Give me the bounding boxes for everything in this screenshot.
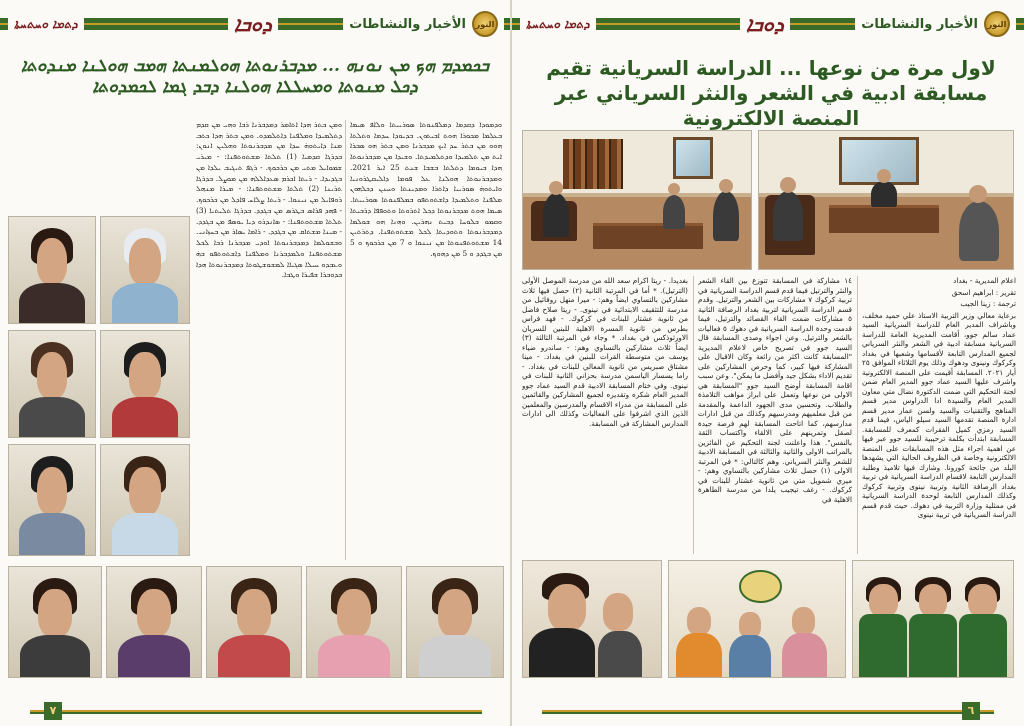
- student-portrait: [100, 444, 190, 556]
- student-portrait: [8, 330, 96, 438]
- portrait-face: [869, 584, 898, 616]
- header-brand: [228, 10, 278, 38]
- portrait-face: [919, 584, 948, 616]
- section-title: الأخبار والنشاطات: [861, 16, 978, 32]
- person: [959, 201, 999, 261]
- office-desk-photo: [758, 130, 1014, 270]
- person: [713, 191, 739, 241]
- office-meeting-photo: [522, 130, 752, 270]
- byline-translator: ترجمة : زينا الجيب: [960, 299, 1016, 308]
- header-syriac-title: [8, 10, 84, 38]
- desk: [829, 205, 939, 233]
- portrait-face: [687, 607, 712, 635]
- footer-rule: [542, 710, 994, 714]
- arabic-text-column-1: [862, 276, 1016, 554]
- student-portrait: [8, 566, 102, 678]
- arabic-text-column-3: بغديدا. - ريتا اكرام سعد الله من مدرسة الموصل الأولى (الترتيل). * أما في المرتبة الثانية (٢) حصل فيها ثلاث مشاركين بالتساوي ايضاً وهم: - ميرا منهل روفائيل من مدرسة للتثقيف الابتدائية في نينوى. - ريتا صلاح فاضل من ثانوية عشتار للبنات في كركوك. - فهد فراس بطرس من ثانوية المسرة الاهلية للبنين للسريان الاورثوذكس في بغداد. * وجاء في المرتبة الثالثة (٣) ايضاً ثلاث مشاركين بالتساوي وهم: - ساندرو ضياء يوسف من متوسطة القرات للبنين في بغداد. - مينا مشتاق صبريس من ثانوية المعالي للبنات في بغداد. - راما يسسار الياسمن مدرسة بحزاني الثانية للبنات في نينوى. وفي ختام المسابقة الادبية قدم السيد عماد جوو المدير العام شكره وتقديره لجميع المشاركين والقائمين على المسابقة من مدراء الاقسام والمدرسين والمعلمين الذين الذي اشرفوا على الفعاليات وكذلك الى ادارات المدارس المشاركة في المسابقة.: [522, 276, 688, 428]
- bookshelf: [563, 139, 623, 189]
- school-emblem-icon: [739, 570, 781, 602]
- person-head: [969, 185, 987, 203]
- portrait-face: [38, 589, 71, 637]
- portrait-face: [37, 352, 68, 399]
- portrait-body: [20, 635, 90, 678]
- portrait-face: [237, 589, 271, 637]
- article-paragraph: برعاية معالي وزير التربية الاستاذ علي حميد مخلف، وباشراف المدير العام للدراسة السريانية السيد عماد سالم جوو، أقامت المديرية العامة للدراسة السريانية مسابقة ادبية في الشعر والنثر السرياني لجميع المدارس التابعة لأقسامها وشعبها في بغداد وكركوك ونينوى ودهوك وذلك يوم الثلاثاء الموافق ٢٥ أيار ٢٠٢١. المسابقة أقيمت على المنصة الالكترونية واشرف عليها السيد عماد جوو المدير العام ضمن لجنة التحكيم التي ضمت الدكتورة نضال متي معاون المدير العام والسيدة ادا الدراوس مدير قسم المناهج والتقنيات والسيد ولسن عمار مدير قسم ادارة المنصة تقدمها السيد سيلو الياس، فيما قدم السيد رمزي كميل الفقرات كمعرف للمسابقة. المسابقة ابتدأت بكلمة ترحيبية للسيد جوو عبر فيها عن اهمية اجراء مثل هذه المسابقات على المنصة الالكترونية وخاصة في الظروف الحالية التي يشهدها البلد من جائحة كورونا. وشارك فيها تلاميذ وطلبة المدارس التابعة لاقسام الدراسة السريانية في تربية بغداد الرصافة الثانية وتربية نينوى وتربية كركوك وكذلك المدارس التابعة لوحدة الدراسة السريانية في ممثلية وزارة التربية في دهوك. حيث قدم قسم الدراسة السريانية في تربية نينوى: [862, 310, 1016, 519]
- portrait-body: [318, 635, 389, 678]
- student-portrait: [306, 566, 402, 678]
- header-section: [855, 10, 1016, 38]
- page-number: ٦: [962, 702, 980, 720]
- person: [871, 181, 897, 207]
- person-head: [780, 177, 796, 193]
- portrait-body: [959, 614, 1007, 678]
- three-schoolgirls-photo: [852, 560, 1014, 678]
- portrait-body: [909, 614, 957, 678]
- person: [773, 191, 803, 241]
- brand-logo-text: ܕܘܒܐ: [234, 12, 272, 36]
- portrait-body: [529, 628, 595, 678]
- portrait-face: [968, 584, 997, 616]
- person-head: [719, 179, 733, 193]
- page-header: [512, 4, 1024, 40]
- person: [543, 193, 569, 237]
- portrait-face: [129, 467, 161, 515]
- column-divider: [857, 276, 858, 554]
- portrait-body: [19, 513, 84, 556]
- page-header: [0, 4, 512, 40]
- header-section: [343, 10, 504, 38]
- student-portrait: [8, 216, 96, 324]
- desk: [593, 223, 703, 249]
- section-title: الأخبار والنشاطات: [349, 16, 466, 32]
- portrait-body: [112, 283, 179, 324]
- portrait-face: [137, 589, 171, 637]
- student-portrait: [206, 566, 302, 678]
- syriac-text-column-1: ܘܕܡܘܕܐ ܕܩܕܡܐ ܕܡܠܦܢܘܬܐ ܣܘܪܝܝܬܐ ܘܠܐܦ ܣܝܡܐ ܒܥܠܡܐ ܡܟܘܪܐ ܗܘܬ ܐܒܝܬܘܢ. ܒܕܝܘܕܐ ܚܕܡܐ ܘܬܠܬܐ ܗܘܘ ܡܢ ܒܬܪ ܚܕ ܐܝܟ ܡܕܒܪܢܐ ܘܡܢ ܒܬܪ ܗܘ ܣܒܪܐ ܐܝܬ ܡܢ ܬܠܡܝܕܐ ܘܕܬܠܡܝܕܬܐ. ܘܫܝܕܐ ܡܢ ܡܕܒܪܢܘܬܐ ܗܕܐ ܒܝܘܡܐ ܕܬܠܬܐ ܒܫܒܐ ܫܢܬ 25 ܐܝܪ 2021. ܘܡܕܒܪܢܘܬܐ ܗܘܠܢܐ ܥܠ ܦܘܡܐ ܕܐܠܝܩܛܪܘܢܝܐ ܘܐܝܬܘܗ̇ ܣܘܪܝܝܐ ܕܐܬܪܐ ܘܡܕܝܢܬܐ ܘܚܢܢ ܕܟܠܗܘܢ ܡܠܦܢܐ ܘܬܠܡܝܕܐ ܕܐܫܬܘܬܦܘ ܒܡܠܦܢܘܬܐ ܣܘܪܝܝܬܐ. ܣܝܡܐ ܗܘܬ ܡܕܒܪܢܘܬܐ ܕܟܠ ܐܬܪܘܬܐ ܘܬܘܦܦܐ ܕܪܒܝܬܐ ܘܩܡܘ ܒܠܘܚܐ ܕܒܝܬ ܢܗܪܝܢ. ܘܗܢܐ ܗܘ ܫܘܠܡܐ ܕܡܕܒܪܢܘܬܐ ܘܬܘܕܝܬܐ ܠܟܠ ܡܫܬܘܬܦܢܐ. ܕܬܪܬܝܢ 14 ܡܫܬܘܬܦܢܘܬܐ ܡܢ ܢܝܢܘܐ ܘ 7 ܡܢ ܟܪܟܘܟ ܘ 5 ܡܢ ܒܓܕܕ ܘ 5 ܡܢ ܕܗܘܟ.: [350, 120, 502, 258]
- portrait-body: [859, 614, 907, 678]
- column-divider: [693, 276, 694, 554]
- header-syriac-text: ܕܬܡܐ ܘܚܬܚܬܐ: [14, 16, 78, 31]
- person-head: [877, 169, 891, 183]
- footer-rule: [30, 710, 482, 714]
- portrait-face: [129, 238, 161, 285]
- portrait-face: [129, 352, 161, 399]
- syriac-text-column-2: ܘܡܢ ܒܬܪ ܗܕܐ ܐܬܐܡܪ ܕܡܕܒܪܢܐ ܪܒܐ ܘܗܝ ܡܢ ܩܕܡ ܕܬܠܡܝܕܐ ܘܡܠܦܢܐ ܕܐܬܠܡܕܘ. ܘܡܢ ܒܬܪ ܗܕܐ ܟܬܒ ܡܢܐ ܕܐܝܬܘܗ̇ ܚܕܐ ܡܢ ܡܕܒܪܢܘܬܐ ܘܗܠܝܢ ܐܢܘܢ: ܒܕܪܓܐ ܩܕܡܝܐ (1) ܬܠܬܐ ܡܫܬܘܬܦܢܐ: - ܡܝܪܝ ܫܡܘܐܝܠ ܡܬܝ ܡܢ ܟܪܟܘܟ. - ܪܓܦ ܬܝܓܝܒ ܝܠܕܐ ܡܢ ܒܓܕܝܕܐ. - ܪܝܬܐ ܐܟܪܡ ܣܥܕܐܠܠܗ ܡܢ ܡܘܨܠ. ܒܕܪܓܐ ܬܪܝܢܐ (2) ܬܠܬܐ ܡܫܬܘܬܦܢܐ: - ܡܝܪܐ ܡܢܗܠ ܪܘܦܐܝܠ ܡܢ ܢܝܢܘܐ. - ܪܝܬܐ ܨܠܐܚ ܦܐܕܠ ܡܢ ܟܪܟܘܟ. - ܦܗܕ ܦܪܐܣ ܒܛܪܣ ܡܢ ܒܓܕܕ. ܒܕܪܓܐ ܬܠܝܬܝܐ (3) ܬܠܬܐ ܡܫܬܘܬܦܢܐ: - ܣܐܢܕܪܘ ܕܝܐ ܝܘܣܦ ܡܢ ܒܓܕܕ. - ܡܝܢܐ ܡܫܬܐܩ ܡܢ ܒܓܕܕ. - ܪܐܡܐ ܝܣܐܪ ܡܢ ܒܚܙܐܢܝ. ܘܒܫܘܠܡܐ ܕܡܕܒܪܢܘܬܐ ܐܘܕܝ ܡܕܒܪܢܐ ܪܒܐ ܠܟܠ ܡܫܬܘܬܦܢܐ ܘܠܡܕܒܪܢܐ ܘܡܠܦܢܐ ܕܐܫܬܘܬܦܘ ܒܗ̇ ܘܥܒܕܘ ܚܝܠܐ ܣܓܝܐܐ ܠܡܫܘܫܛܘܬܐ ܕܡܕܒܪܢܘܬܐ ܗܕܐ ܒܕܘܒܪܐ ܫܦܝܪܐ ܘܛܒܐ.: [196, 120, 342, 280]
- page-footer: [512, 702, 1024, 720]
- portrait-face: [37, 467, 68, 515]
- student-portrait: [100, 330, 190, 438]
- student-portrait: [8, 444, 96, 556]
- arabic-text-column-2: ١٤ مشاركة في المسابقة تتوزع بين القاء الشعر والنثر والترتيل فيما قدم قسم الدراسة السريانية في تربية كركوك ٧ مشاركات بين الشعر والترتيل. وقدم قسم الدراسة السريانية لتربية بغداد الرصافة الثانية ٥ مشاركات ضمت القاء القصائد والترتيل، فيما قدمت وحدة الدراسة السريانية في دهوك ٥ فعاليات بالشعر والترتيل. وعن اجواء وصدى المسابقة قال السيد جوو في تصريح خاص لاعلام المديرية "المسابقة كانت اكثر من رائعة وكان الاقبال على المشاركة فيها كبير، كما وحرص المشاركين على تقديم الاداء بشكل جيد وأفضل ما يمكن". وعن سبب اقامة المسابقة أوضح السيد جوو "المسابقة هي الاولى من نوعها وتعمل على ابراز مواهب التلامذة والطلاب. وتحسين مدى الجهود الداعمة والمقدمة من قبل معلميهم ومدرسيهم وكذلك من قبل ادارات مدارسهم، كما اتاحت المسابقة لهم فرصة جيدة لصقل وتمرينهم على الالقاء واكتساب الثقة بالنفس". هذا واعلنت لجنة التحكيم عن الفائزين بالمراتب الاولى والثانية والثالثة في المسابقة الادبية للشعر والنثر السرياني. وهم كالتالي: * في المرتبة الاولى (١) حصل ثلاث مشاركين بالتساوي وهم: - ميري شمويل متي من ثانوية عشتار للبنات في كركوك. - رغف تيجيب يلدا من مدرسة الطاهرة الاهلية في: [698, 276, 852, 504]
- portrait-body: [419, 635, 492, 678]
- portrait-body: [112, 397, 179, 438]
- portrait-face: [792, 607, 815, 635]
- magazine-logo-icon: النور: [472, 11, 498, 37]
- portrait-body: [118, 635, 189, 678]
- portrait-face: [739, 612, 760, 638]
- window: [673, 137, 713, 179]
- teacher-and-student-photo: [522, 560, 662, 678]
- portrait-body: [112, 513, 179, 556]
- person-head: [549, 181, 563, 195]
- page-footer: [0, 702, 512, 720]
- page-number: ٧: [44, 702, 62, 720]
- person: [663, 195, 685, 229]
- byline-author: تقرير : ابراهيم اسحق: [951, 287, 1016, 297]
- portrait-body: [598, 631, 642, 678]
- arabic-headline: لاول مرة من نوعها ... الدراسة السريانية تقيم مسابقة ادبية في الشعر والنثر السرياني عبر المنصة الالكترونية: [546, 56, 996, 130]
- portrait-face: [548, 584, 587, 630]
- students-at-table-photo: [668, 560, 846, 678]
- student-portrait: [406, 566, 504, 678]
- page-right: [512, 0, 1024, 726]
- portrait-body: [676, 633, 722, 678]
- portrait-body: [782, 633, 828, 678]
- person-head: [668, 183, 680, 195]
- portrait-body: [729, 635, 771, 678]
- portrait-body: [19, 397, 84, 438]
- magazine-logo-icon: النور: [984, 11, 1010, 37]
- student-portrait: [100, 216, 190, 324]
- student-portrait: [106, 566, 202, 678]
- syriac-headline: ܒܟܡܕܡ ܗܟ ܡܢ ܢܘܢܗ ... ܡܕܒܪܢܘܬܐ ܗܘܠܡܢܬܐ ܗܡܒ ܗܘܠܢܐ ܡܢܕܘܬܐ ܕܟܠ ܡܢܘܬܐ ܘܡܚܠܠܐ ܗܘܠܢܐ ܕܒܕ ܓܡܐ ܠܟܡܕܘܬܐ: [20, 56, 490, 98]
- portrait-face: [37, 238, 68, 285]
- portrait-body: [19, 283, 84, 324]
- header-syriac-title: [520, 10, 596, 38]
- header-brand: [740, 10, 790, 38]
- portrait-body: [218, 635, 289, 678]
- portrait-face: [438, 589, 473, 637]
- byline-source: اعلام المديرية - بغداد: [953, 276, 1016, 285]
- column-divider: [345, 120, 346, 560]
- portrait-face: [603, 593, 633, 630]
- portrait-face: [337, 589, 371, 637]
- header-syriac-text: ܕܬܡܐ ܘܚܬܚܬܐ: [526, 16, 590, 31]
- brand-logo-text: ܕܘܒܐ: [746, 12, 784, 36]
